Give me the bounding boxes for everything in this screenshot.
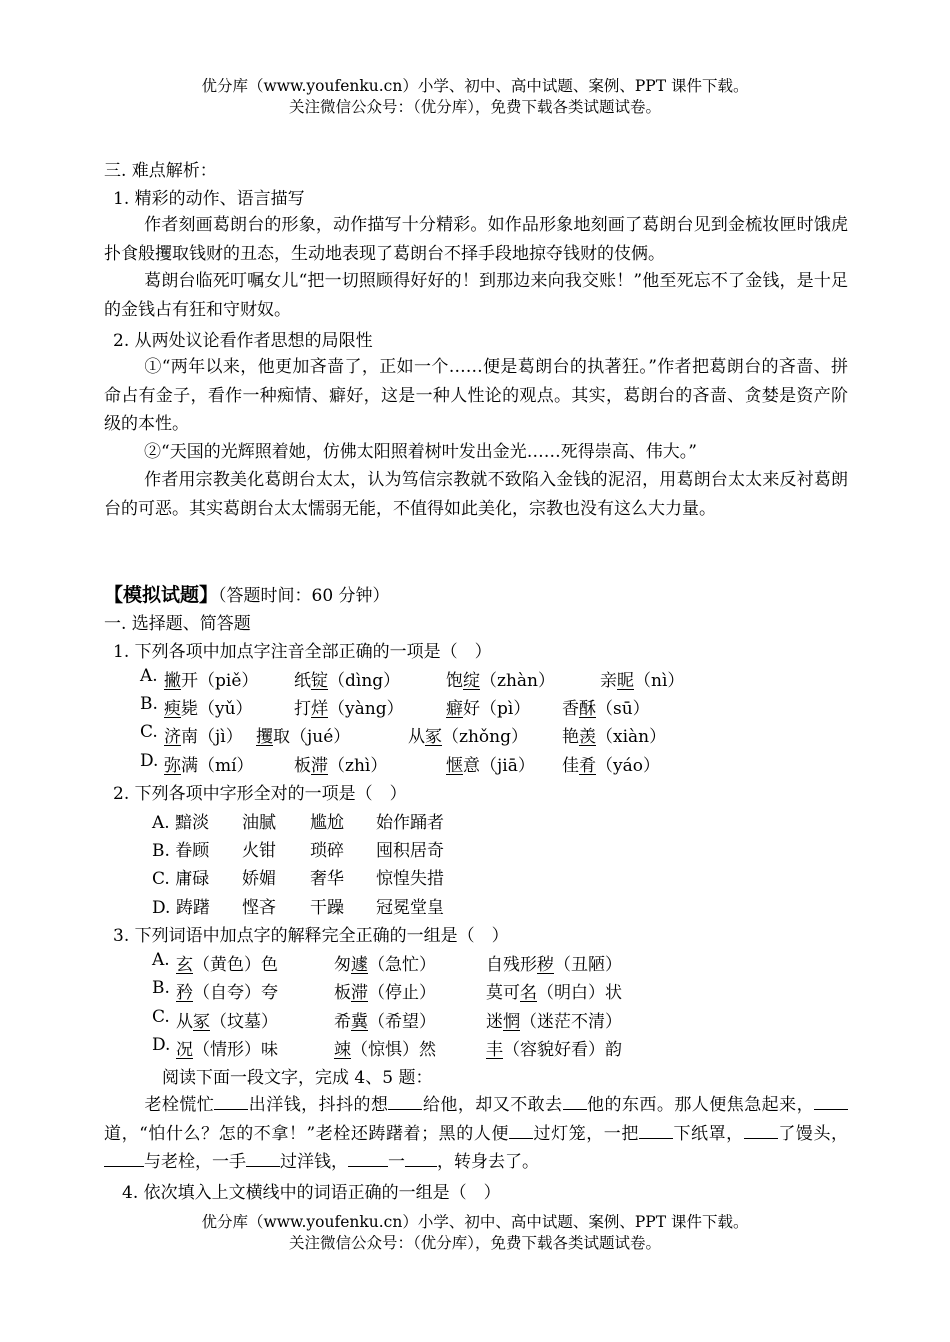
option-text: 冠冕堂皇 — [376, 898, 444, 918]
option-text: 香 — [562, 699, 579, 719]
dotted-char: 冀 — [351, 1012, 368, 1032]
fill-blank[interactable] — [509, 1120, 533, 1139]
option-letter: A. — [152, 950, 170, 970]
dotted-char: 烊 — [311, 699, 328, 719]
option-text: 毙（yǔ） — [181, 699, 253, 719]
dotted-char: 滞 — [311, 756, 328, 776]
option-text: 匆 — [334, 955, 351, 975]
dotted-char: 遽 — [351, 955, 368, 975]
option-text: （xiàn） — [596, 727, 667, 747]
option-text: D. 踌躇 — [152, 898, 210, 918]
option-text: 从 — [408, 727, 425, 747]
dotted-char: 竦 — [334, 1040, 351, 1060]
option-letter: C. — [140, 722, 158, 742]
option-text: （yàng） — [328, 699, 404, 719]
option-text: 莫可 — [486, 983, 520, 1003]
option-text: 南（jì） — [181, 727, 243, 747]
option-text: （希望） — [368, 1012, 436, 1032]
dotted-char: 丰 — [486, 1040, 503, 1060]
passage-text: 过洋钱， — [280, 1152, 348, 1172]
fill-blank[interactable] — [814, 1091, 848, 1110]
option-text: 始作踊者 — [376, 813, 444, 833]
option-text: 板 — [294, 756, 311, 776]
option-text: 自残形 — [486, 955, 537, 975]
reading-intro: 阅读下面一段文字，完成 4、5 题： — [162, 1068, 433, 1088]
question-1-stem: 1. 下列各项中加点字注音全部正确的一项是（ ） — [113, 642, 492, 662]
dotted-char: 锭 — [311, 671, 328, 691]
option-letter: A. — [140, 666, 158, 686]
fill-blank[interactable] — [388, 1091, 422, 1110]
option-letter: D. — [152, 1035, 171, 1055]
option-letter: B. — [152, 978, 170, 998]
option-text: （惊惧）然 — [351, 1040, 436, 1060]
option-text: （迷茫不清） — [520, 1012, 622, 1032]
option-text: 悭吝 — [242, 898, 276, 918]
dotted-char: 冢 — [193, 1012, 210, 1032]
option-text: （黄色）色 — [193, 955, 278, 975]
option-text: （停止） — [368, 983, 436, 1003]
dotted-char: 矜 — [176, 983, 193, 1003]
option-text: 娇媚 — [242, 869, 276, 889]
option-text: 满（mí） — [181, 756, 254, 776]
dotted-char: 攫 — [256, 727, 273, 747]
dotted-char: 绽 — [463, 671, 480, 691]
exam-title: 【模拟试题】 — [104, 584, 219, 606]
dotted-char: 秽 — [537, 955, 554, 975]
passage-text: 了馒头， — [777, 1123, 849, 1144]
dotted-char: 玄 — [176, 955, 193, 975]
option-text: （明白）状 — [537, 983, 622, 1003]
passage-text: ，转身去了。 — [437, 1152, 539, 1172]
dotted-char: 滞 — [351, 983, 368, 1003]
option-text: 好（pì） — [463, 699, 531, 719]
dotted-char: 弥 — [164, 756, 181, 776]
option-text: 纸 — [294, 671, 311, 691]
question-3-stem: 3. 下列词语中加点字的解释完全正确的一组是（ ） — [113, 926, 509, 946]
subheading-1: 1. 精彩的动作、语言描写 — [113, 189, 305, 209]
option-text: B. 眷顾 — [152, 841, 210, 861]
option-text: 惊惶失措 — [376, 869, 444, 889]
passage-text: 一 — [388, 1152, 405, 1172]
fill-blank[interactable] — [246, 1148, 280, 1167]
option-text: （zhǒng） — [442, 727, 528, 747]
passage-text: 下纸罩， — [672, 1123, 744, 1144]
dotted-char: 冢 — [425, 727, 442, 747]
option-text: （yáo） — [596, 756, 660, 776]
dotted-char: 撇 — [164, 671, 181, 691]
page-footer-line-2: 关注微信公众号：（优分库），免费下载各类试题试卷。 — [288, 1234, 661, 1252]
page-footer-line-1: 优分库（www.youfenku.cn）小学、初中、高中试题、案例、PPT 课件下载。 — [201, 1213, 749, 1231]
option-text: （zhì） — [328, 756, 388, 776]
option-text: C. 庸碌 — [152, 869, 210, 889]
passage-text: 过灯笼，一把 — [532, 1123, 639, 1144]
page-header-line-2: 关注微信公众号：（优分库），免费下载各类试题试卷。 — [288, 98, 661, 116]
option-text: 开（piě） — [181, 671, 259, 691]
subheading-2: 2. 从两处议论看作者思想的局限性 — [113, 331, 373, 351]
option-text: （丑陋） — [554, 955, 622, 975]
paragraph-5: 作者用宗教美化葛朗台太太，认为笃信宗教就不致陷入金钱的泥沼，用葛朗台太太来反衬葛朗台的可恶。其实葛朗台太太懦弱无能，不值得如此美化，宗教也没有这么大力量。 — [104, 470, 848, 519]
dotted-char: 济 — [164, 727, 181, 747]
passage-text: 他的东西。那人便焦急起来， — [586, 1095, 815, 1115]
exam-title-line — [104, 580, 390, 607]
option-text: （容貌好看）韵 — [503, 1040, 622, 1060]
option-text: （dìng） — [328, 671, 401, 691]
fill-blank[interactable] — [744, 1120, 778, 1139]
option-text: 火钳 — [242, 841, 276, 861]
reading-passage — [104, 1091, 848, 1177]
fill-blank[interactable] — [405, 1148, 437, 1167]
fill-blank[interactable] — [563, 1091, 587, 1110]
passage-text: 给他，却又不敢去 — [422, 1095, 563, 1115]
dotted-char: 况 — [176, 1040, 193, 1060]
dotted-char: 昵 — [617, 671, 634, 691]
option-text: 饱 — [446, 671, 463, 691]
question-2-stem: 2. 下列各项中字形全对的一项是（ ） — [113, 784, 407, 804]
fill-blank[interactable] — [214, 1091, 248, 1110]
option-text: （zhàn） — [480, 671, 555, 691]
part-1-heading: 一. 选择题、简答题 — [104, 614, 251, 634]
option-letter: B. — [140, 694, 158, 714]
option-text: 干躁 — [310, 898, 344, 918]
dotted-char: 名 — [520, 983, 537, 1003]
option-text: 奢华 — [310, 869, 344, 889]
dotted-char: 惘 — [503, 1012, 520, 1032]
option-letter: D. — [140, 751, 159, 771]
dotted-char: 酥 — [579, 699, 596, 719]
paragraph-4: ②“天国的光辉照着她，仿佛太阳照着树叶发出金光……死得崇高、伟大。” — [144, 442, 697, 462]
option-text: 艳 — [562, 727, 579, 747]
passage-text: 老栓慌忙 — [144, 1095, 215, 1115]
option-text: （坟墓） — [210, 1012, 278, 1032]
option-text: （情形）味 — [193, 1040, 278, 1060]
exam-time: （答题时间：60 分钟） — [218, 586, 390, 606]
option-text: 佳 — [562, 756, 579, 776]
option-text: （sū） — [596, 699, 650, 719]
passage-text: 与老栓，一手 — [144, 1152, 246, 1172]
option-text: 取（jué） — [273, 727, 351, 747]
dotted-char: 惬 — [446, 756, 463, 776]
option-text: A. 黯淡 — [152, 813, 210, 833]
option-text: （nì） — [634, 671, 685, 691]
option-text: （自夸）夸 — [193, 983, 278, 1003]
option-text: 从 — [176, 1012, 193, 1032]
paragraph-2: 葛朗台临死叮嘱女儿“把一切照顾得好好的！到那边来向我交账！”他至死忘不了金钱，是十足的金钱占有狂和守财奴。 — [104, 271, 848, 320]
fill-blank[interactable] — [639, 1120, 673, 1139]
question-4-stem: 4. 依次填入上文横线中的词语正确的一组是（ ） — [122, 1183, 501, 1203]
option-text: 打 — [294, 699, 311, 719]
option-text: 琐碎 — [310, 841, 344, 861]
fill-blank[interactable] — [104, 1148, 144, 1167]
option-text: 意（jiā） — [463, 756, 535, 776]
dotted-char: 癖 — [446, 699, 463, 719]
dotted-char: 瘐 — [164, 699, 181, 719]
dotted-char: 肴 — [579, 756, 596, 776]
section-heading: 三. 难点解析： — [104, 161, 217, 181]
option-text: 亲 — [600, 671, 617, 691]
fill-blank[interactable] — [348, 1148, 388, 1167]
option-text: 迷 — [486, 1012, 503, 1032]
paragraph-3: ①“两年以来，他更加吝啬了，正如一个……便是葛朗台的执著狂。”作者把葛朗台的吝啬、拼命占有金子，看作一种痴情、癖好，这是一种人性论的观点。其实，葛朗台的吝啬、贪婪是资产阶级的本性。 — [104, 357, 848, 434]
option-text: 油腻 — [242, 813, 276, 833]
option-text: 尴尬 — [310, 813, 344, 833]
dotted-char: 羡 — [579, 727, 596, 747]
paragraph-1: 作者刻画葛朗台的形象，动作描写十分精彩。如作品形象地刻画了葛朗台见到金梳妆匣时饿虎扑食般攫取钱财的丑态，生动地表现了葛朗台不择手段地掠夺钱财的伎俩。 — [104, 215, 848, 264]
passage-text: 出洋钱，抖抖的想 — [248, 1095, 389, 1115]
option-text: （急忙） — [368, 955, 436, 975]
passage-text: 道，“怕什么？怎的不拿！”老栓还踌躇着；黑的人便 — [104, 1123, 509, 1144]
option-letter: C. — [152, 1007, 170, 1027]
option-text: 囤积居奇 — [376, 841, 444, 861]
option-text: 板 — [334, 983, 351, 1003]
page-header-line-1: 优分库（www.youfenku.cn）小学、初中、高中试题、案例、PPT 课件下载。 — [201, 77, 749, 95]
option-text: 希 — [334, 1012, 351, 1032]
